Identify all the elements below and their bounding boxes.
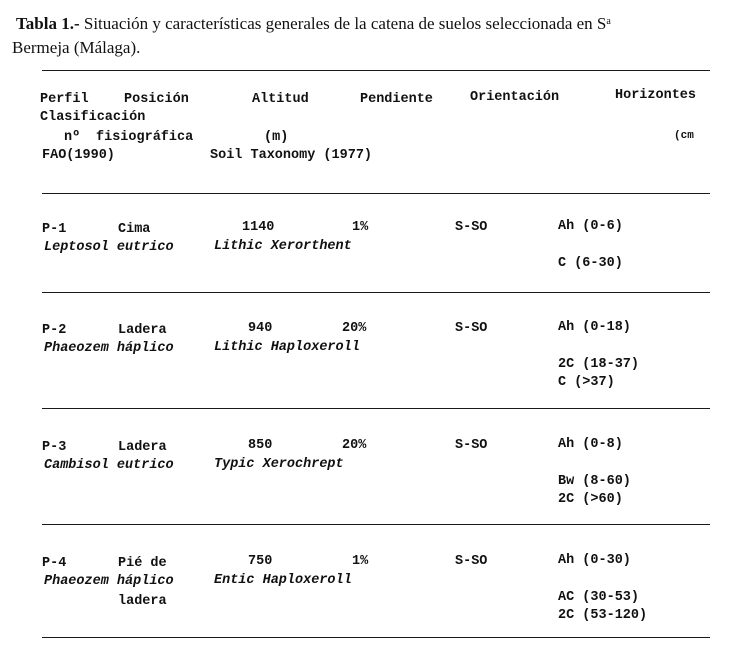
- row-perfil: P-1: [42, 222, 67, 237]
- row-horizonte: Ah (0-18): [558, 320, 631, 335]
- row-altitud: 850: [248, 438, 273, 453]
- row-horizonte: C (6-30): [558, 256, 623, 271]
- row-horizonte: AC (30-53): [558, 590, 640, 605]
- top-rule: [42, 70, 710, 71]
- header-fao: FAO(1990): [42, 148, 115, 163]
- row-orientacion: S-SO: [455, 554, 488, 569]
- row-rule-3: [42, 524, 710, 525]
- row-pendiente: 1%: [352, 220, 369, 235]
- row-fao: Phaeozem háplico: [44, 341, 174, 356]
- caption-line-2: Bermeja (Málaga).: [12, 38, 141, 57]
- row-fao: Phaeozem háplico: [44, 574, 174, 589]
- row-pendiente: 20%: [342, 438, 367, 453]
- row-horizonte: Ah (0-30): [558, 553, 631, 568]
- row-orientacion: S-SO: [455, 220, 488, 235]
- caption-line-1: [16, 12, 611, 35]
- row-altitud: 1140: [242, 220, 275, 235]
- row-altitud: 940: [248, 321, 273, 336]
- row-taxonomy: Entic Haploxeroll: [214, 573, 352, 588]
- row-horizonte: Bw (8-60): [558, 474, 631, 489]
- row-pendiente: 20%: [342, 321, 367, 336]
- row-perfil: P-3: [42, 440, 67, 455]
- caption-text: Situación y características generales de la catena de suelos seleccionada en S: [79, 14, 607, 33]
- row-perfil: P-4: [42, 556, 67, 571]
- header-soil-taxonomy: Soil Taxonomy (1977): [210, 148, 373, 163]
- row-orientacion: S-SO: [455, 321, 488, 336]
- row-taxonomy: Lithic Xerorthent: [214, 239, 352, 254]
- header-orientacion: Orientación: [470, 90, 560, 105]
- row-orientacion: S-SO: [455, 438, 488, 453]
- header-pendiente: Pendiente: [360, 92, 433, 107]
- row-posicion-cont: ladera: [118, 594, 167, 609]
- caption-label: Tabla 1.-: [16, 14, 80, 33]
- row-pendiente: 1%: [352, 554, 369, 569]
- row-horizonte: Ah (0-8): [558, 437, 623, 452]
- row-horizonte: Ah (0-6): [558, 219, 623, 234]
- row-altitud: 750: [248, 554, 273, 569]
- bottom-rule: [42, 637, 710, 638]
- row-horizonte: 2C (>60): [558, 492, 623, 507]
- row-rule-1: [42, 292, 710, 293]
- header-altitud: Altitud: [252, 92, 309, 107]
- header-rule: [42, 193, 710, 194]
- row-posicion: Ladera: [118, 440, 167, 455]
- row-perfil: P-2: [42, 323, 67, 338]
- row-fao: Cambisol eutrico: [44, 458, 174, 473]
- header-no: nº: [64, 130, 81, 145]
- header-horizontes: Horizontes: [615, 88, 697, 103]
- header-perfil: Perfil: [40, 92, 89, 107]
- header-m: (m): [264, 130, 289, 145]
- row-horizonte: 2C (53-120): [558, 608, 648, 623]
- header-clasificacion: Clasificación: [40, 110, 146, 125]
- row-posicion: Pié de: [118, 556, 167, 571]
- row-horizonte: C (>37): [558, 375, 615, 390]
- row-taxonomy: Typic Xerochrept: [214, 457, 344, 472]
- header-fisiografica: fisiográfica: [96, 130, 194, 145]
- caption-superscript: a: [606, 16, 611, 27]
- row-fao: Leptosol eutrico: [44, 240, 174, 255]
- row-horizonte: 2C (18-37): [558, 357, 640, 372]
- header-cm: (cm: [674, 130, 694, 142]
- row-posicion: Ladera: [118, 323, 167, 338]
- row-posicion: Cima: [118, 222, 151, 237]
- row-taxonomy: Lithic Haploxeroll: [214, 340, 360, 355]
- row-rule-2: [42, 408, 710, 409]
- header-posicion: Posición: [124, 92, 189, 107]
